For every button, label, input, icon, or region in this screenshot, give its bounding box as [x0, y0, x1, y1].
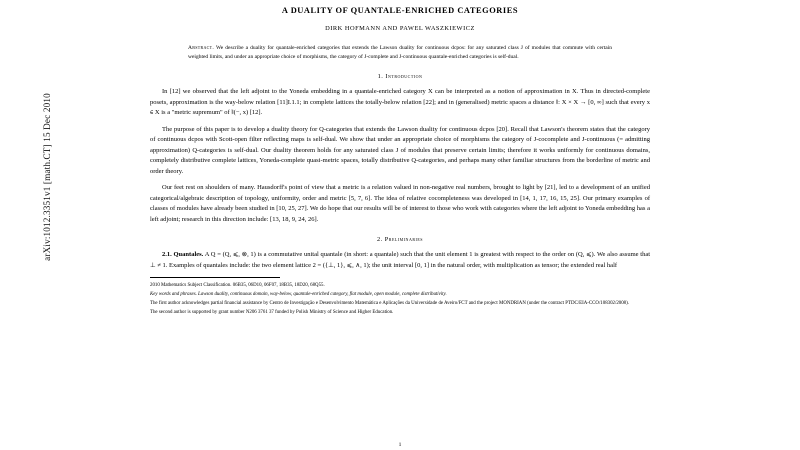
intro-paragraph-2: The purpose of this paper is to develop a duality theory for Q-categories that extends the Lawson duality for continuous dcpos [20]. Recall that Lawson's theorem states that the category of continuous dcpos with Scott-open filter reflecting maps is self-dual. We show that under an appropriate choice of morphisms the category of J-cocomplete and J-continuous (= admitting approximation) Q-categories is self-dual. Our duality theorem holds for any saturated class J of modules that preserve certain limits; therefore it works uniformly for continuous domains, completely distributive complete lattices, Yoneda-complete quasi-metric spaces, totally distributive Q-categories, and perhaps many other familiar structures from the borderline of metric and order theory. — [150, 125, 650, 175]
page-number: 1 — [398, 442, 402, 448]
section-heading-preliminaries — [150, 236, 650, 243]
page-title: A DUALITY OF QUANTALE-ENRICHED CATEGORIES — [281, 6, 519, 15]
section-label: Preliminaries — [384, 236, 424, 244]
authors: DIRK HOFMANN AND PAWEL WASZKIEWICZ — [325, 25, 475, 32]
abstract-text: We describe a duality for quantale-enriched categories that extends the Lawson duality for continuous dcpos: for any saturated class J of modules that commute with certain weighted limits, and under an appropriate choice of morphisms, the category of J-complete and J-continuous quantale-enriched categories is self-dual. — [188, 45, 612, 60]
footnotes-block — [150, 282, 650, 316]
section-number: 2. — [376, 236, 383, 244]
footnote-separator — [150, 277, 280, 278]
abstract-heading: Abstract. — [188, 45, 215, 51]
footnote-keywords: Key words and phrases. Lawson duality, continuous domain, way-below, quantale-enriched category, flat module, open module, complete distributivity. — [150, 292, 447, 298]
section-number: 1. — [377, 73, 384, 81]
section-heading-introduction — [150, 73, 650, 80]
intro-paragraph-3: Our feet rest on shoulders of many. Hausdorff's point of view that a metric is a relation valued in non-negative real numbers, brought to light by [21], led to a development of an unified categorical/algebraic description of topology, uniformity, order and metric [5, 7, 6]. The idea of relative cocompleteness was developed in [14, 1, 17, 16, 15, 25]. Our primary examples of classes of modules have already been studied in [10, 25, 27]. We do hope that our results will be of interest to those who work with categories where the left adjoint to Yoneda embedding has a left adjoint; research in this direction include: [13, 18, 9, 24, 26]. — [150, 184, 650, 223]
footnote-msc: 2010 Mathematics Subject Classification. 06B35, 06D10, 06F07, 18B35, 18D20, 68Q55. — [150, 283, 325, 289]
footnote-funding-first-author: The first author acknowledges partial financial assistance by Centro de Investigação e Desenvolvimento Matemática e Aplicações da Universidade de Aveiro/FCT and the project MONDRIAN (under the contract PTDC/EIA-CCO/108302/2008). — [150, 300, 629, 306]
subsection-number: 2.1. — [162, 251, 172, 259]
paper-page — [150, 0, 650, 450]
abstract-block — [188, 44, 612, 61]
subsection-title: Quantales. — [173, 251, 204, 259]
intro-paragraph-1: In [12] we observed that the left adjoint to the Yoneda embedding in a quantale-enriched category X can be interpreted as a notion of approximation in X. Thus in directed-complete posets, approximation is the way-below relation [11]I.1.1; in complete lattices the totally-below relation [22]; and in (generalised) metric spaces a distance ⧚: X × X → [0, ∞] such that every x ∈ X is a "metric supremum" of ⧚(−, x) [12]. — [150, 88, 650, 117]
arxiv-stamp: arXiv:1012.3351v1 [math.CT] 15 Dec 2010 — [42, 93, 52, 261]
subsection-quantales — [150, 250, 650, 271]
footnote-funding-second-author: The second author is supported by grant number N206 3761 37 funded by Polish Ministry of Science and Higher Education. — [150, 309, 394, 315]
section-label: Introduction — [385, 73, 423, 81]
subsection-text: A Q = (Q, ⩽, ⊗, 1) is a commutative unital quantale (in short: a quantale) such that the unit element 1 is greatest with respect to the order on (Q, ⩽). We also assume that ⊥ ≠ 1. Examples of quantales include: the two element lattice 2 = ({⊥, 1}, ⩽, ∧, 1); the unit interval [0, 1] in the natural order, with multiplication as tensor; the extended real half — [150, 251, 651, 269]
